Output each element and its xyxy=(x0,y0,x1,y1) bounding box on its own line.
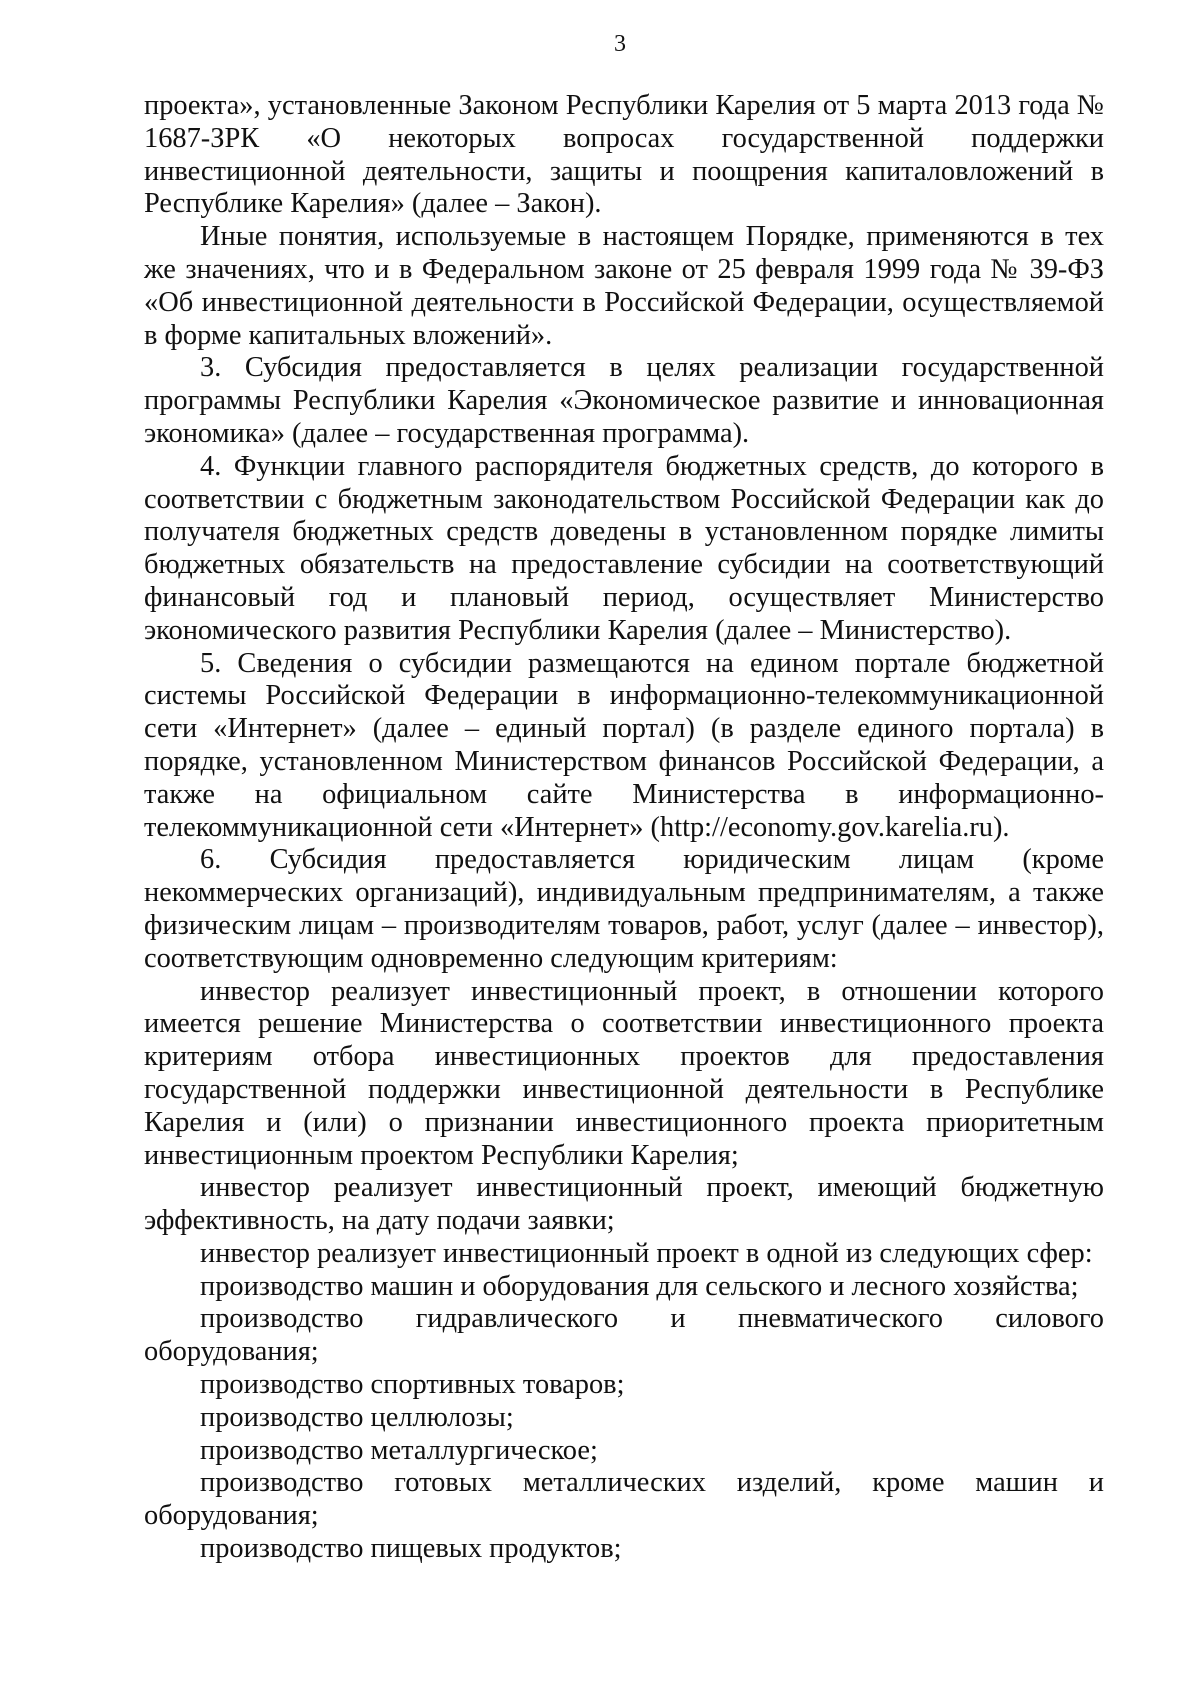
list-item-sphere: производство спортивных товаров; xyxy=(200,1369,625,1401)
list-item-sphere: производство машин и оборудования для сельского и лесного хозяйства; xyxy=(200,1270,1079,1302)
list-item-sphere: производство готовых металлических изделий, кроме машин и оборудования; xyxy=(144,1467,1104,1532)
paragraph-item-6: 6. Субсидия предоставляется юридическим лицам (кроме некоммерческих организаций), индивидуальным предпринимателям, а также физическим лицам – производителям товаров, работ, услуг (далее – инвестор), соответствующим одновременно следующим критериям: xyxy=(144,844,1104,974)
list-item-sphere: производство металлургическое; xyxy=(200,1434,598,1466)
page-number: 3 xyxy=(614,31,626,57)
list-item-sphere: производство целлюлозы; xyxy=(200,1401,514,1433)
paragraph-criterion-efficiency: инвестор реализует инвестиционный проект, имеющий бюджетную эффективность, на дату подачи заявки; xyxy=(144,1172,1104,1237)
paragraph-item-3: 3. Субсидия предоставляется в целях реализации государственной программы Республики Карелия «Экономическое развитие и инновационная экономика» (далее – государственная программа). xyxy=(144,352,1104,449)
paragraph-definition-law: проекта», установленные Законом Республики Карелия от 5 марта 2013 года № 1687-ЗРК «О некоторых вопросах государственной поддержки инвестиционной деятельности, защиты и поощрения капиталовложений в Республике Карелия» (далее – Закон). xyxy=(144,90,1104,220)
paragraph-item-4: 4. Функции главного распорядителя бюджетных средств, до которого в соответствии с бюджетным законодательством Российской Федерации как до получателя бюджетных средств доведены в установленном порядке лимиты бюджетных обязательств на предоставление субсидии на соответствующий финансовый год и плановый период, осуществляет Министерство экономического развития Республики Карелия (далее – Министерство). xyxy=(144,450,1104,646)
paragraph-criterion-sphere: инвестор реализует инвестиционный проект в одной из следующих сфер: xyxy=(200,1237,1093,1269)
paragraph-item-5: 5. Сведения о субсидии размещаются на едином портале бюджетной системы Российской Федерации в информационно-телекоммуникационной сети «Интернет» (далее – единый портал) (в разделе единого портала) в порядке, установленном Министерством финансов Российской Федерации, а также на официальном сайте Министерства в информационно-телекоммуникационной сети «Интернет» (http://economy.gov.karelia.ru). xyxy=(144,647,1104,843)
list-item-sphere: производство гидравлического и пневматического силового оборудования; xyxy=(144,1303,1104,1368)
list-item-sphere: производство пищевых продуктов; xyxy=(200,1533,622,1565)
paragraph-criterion-decision: инвестор реализует инвестиционный проект, в отношении которого имеется решение Министерства о соответствии инвестиционного проекта критериям отбора инвестиционных проектов для предоставления государственной поддержки инвестиционной деятельности в Республике Карелия и (или) о признании инвестиционного проекта приоритетным инвестиционным проектом Республики Карелия; xyxy=(144,975,1104,1171)
document-body xyxy=(144,90,1104,1566)
paragraph-other-terms: Иные понятия, используемые в настоящем Порядке, применяются в тех же значениях, что и в Федеральном законе от 25 февраля 1999 года № 39-ФЗ «Об инвестиционной деятельности в Российской Федерации, осуществляемой в форме капитальных вложений». xyxy=(144,221,1104,351)
